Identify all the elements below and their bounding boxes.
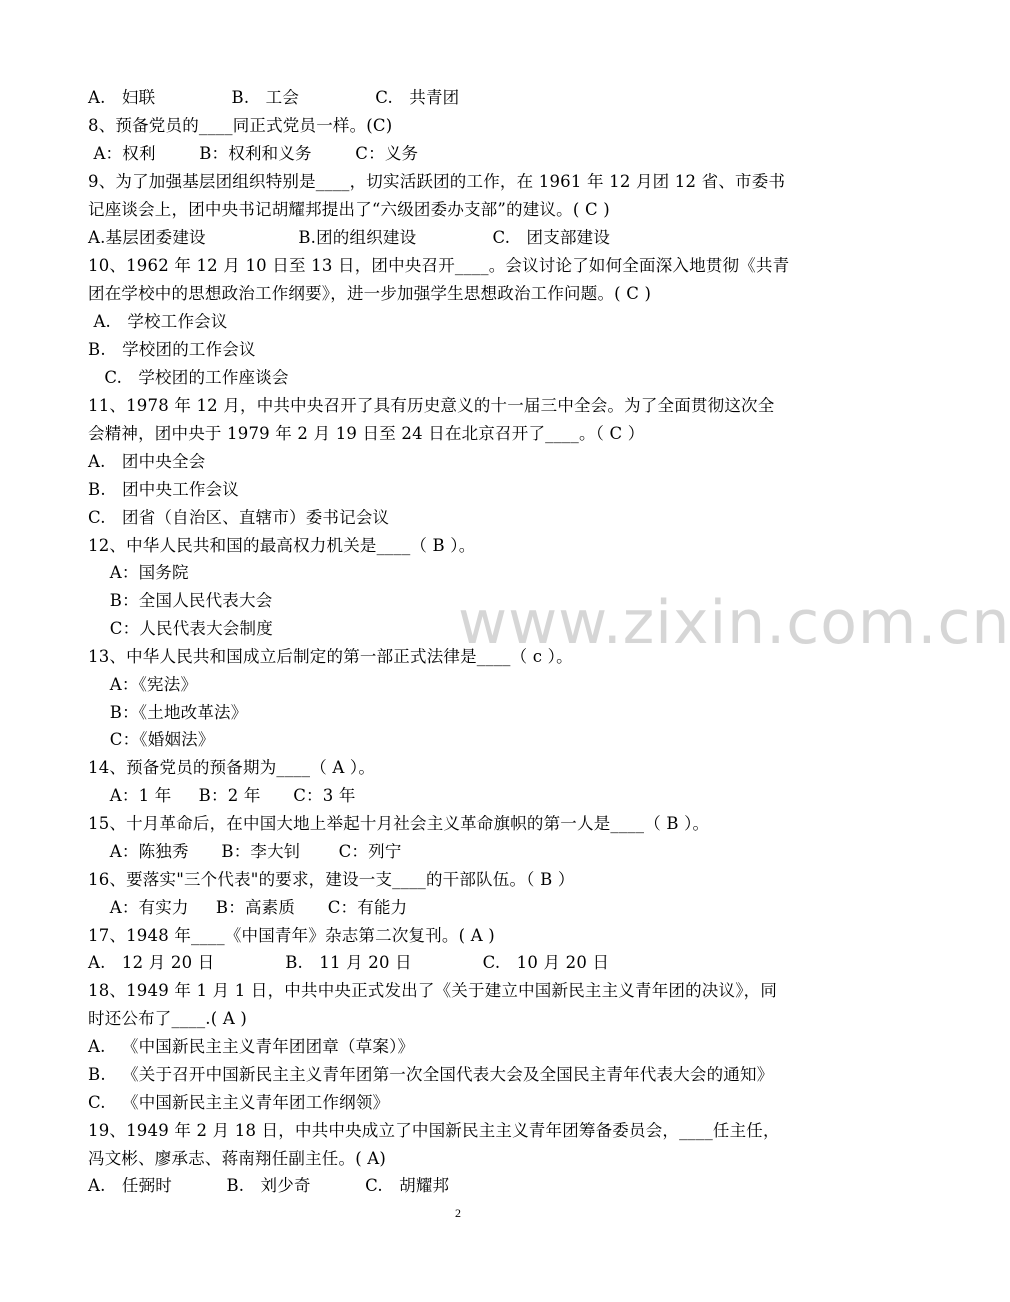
text-line: 团在学校中的思想政治工作纲要》，进一步加强学生思想政治工作问题。( C ) <box>88 284 652 303</box>
text-line: A. 任弼时 B. 刘少奇 C. 胡耀邦 <box>88 1176 450 1195</box>
text-line: 15、十月革命后，在中国大地上举起十月社会主义革命旗帜的第一人是____（ B ）。 <box>88 814 710 833</box>
text-line: A：陈独秀 B：李大钊 C：列宁 <box>88 842 402 861</box>
text-line: B. 《关于召开中国新民主主义青年团第一次全国代表大会及全国民主青年代表大会的通知》 <box>88 1065 774 1084</box>
text-line: 记座谈会上，团中央书记胡耀邦提出了“六级团委办支部”的建议。( C ) <box>88 200 610 219</box>
page-number: 2 <box>455 1206 461 1220</box>
text-line: 11、1978 年 12 月，中共中央召开了具有历史意义的十一届三中全会。为了全面贯彻这次全 <box>88 396 775 415</box>
text-line: A. 学校工作会议 <box>88 312 228 331</box>
text-line: 会精神，团中央于 1979 年 2 月 19 日至 24 日在北京召开了____。（ C ） <box>88 424 645 443</box>
text-line: A. 妇联 B. 工会 C. 共青团 <box>88 88 460 107</box>
text-line: C. 学校团的工作座谈会 <box>88 368 289 387</box>
text-line: B：《土地改革法》 <box>88 703 248 722</box>
text-line: 10、1962 年 12 月 10 日至 13 日，团中央召开____。会议讨论了如何全面深入地贯彻《共青 <box>88 256 790 275</box>
text-line: A. 12 月 20 日 B. 11 月 20 日 C. 10 月 20 日 <box>88 953 610 972</box>
text-line: 时还公布了____.( A ) <box>88 1009 248 1028</box>
text-line: C. 团省（自治区、直辖市）委书记会议 <box>88 508 390 527</box>
text-line: A：1 年 B：2 年 C：3 年 <box>88 786 356 805</box>
text-line: 17、1948 年____《中国青年》杂志第二次复刊。( A ) <box>88 926 495 945</box>
watermark: www.zixin.com.cn <box>458 588 1010 658</box>
text-line: A：《宪法》 <box>88 675 198 694</box>
text-line: 8、预备党员的____同正式党员一样。(C) <box>88 116 393 135</box>
text-line: B. 学校团的工作会议 <box>88 340 256 359</box>
text-line: A. 团中央全会 <box>88 452 206 471</box>
text-line: A：权利 B：权利和义务 C：义务 <box>88 144 419 163</box>
text-line: B. 团中央工作会议 <box>88 480 240 499</box>
text-line: A.基层团委建设 B.团的组织建设 C. 团支部建设 <box>88 228 611 247</box>
text-line: C. 《中国新民主主义青年团工作纲领》 <box>88 1093 390 1112</box>
text-line: B：全国人民代表大会 <box>88 591 273 610</box>
text-line: A：有实力 B：高素质 C：有能力 <box>88 898 408 917</box>
text-line: 14、预备党员的预备期为____（ A ）。 <box>88 758 376 777</box>
text-line: 18、1949 年 1 月 1 日，中共中央正式发出了《关于建立中国新民主主义青年团的决议》，同 <box>88 981 778 1000</box>
text-line: A. 《中国新民主主义青年团团章（草案）》 <box>88 1037 415 1056</box>
text-line: 12、中华人民共和国的最高权力机关是____（ B ）。 <box>88 536 476 555</box>
text-line: C：人民代表大会制度 <box>88 619 273 638</box>
text-line: 13、中华人民共和国成立后制定的第一部正式法律是____（ c ）。 <box>88 647 573 666</box>
text-line: C：《婚姻法》 <box>88 730 215 749</box>
text-line: A：国务院 <box>88 563 189 582</box>
text-line: 16、要落实"三个代表"的要求，建设一支____的干部队伍。（ B ） <box>88 870 575 889</box>
text-line: 19、1949 年 2 月 18 日，中共中央成立了中国新民主主义青年团筹备委员会，____任主任， <box>88 1121 780 1140</box>
text-line: 冯文彬、廖承志、蒋南翔任副主任。( A) <box>88 1149 387 1168</box>
text-line: 9、为了加强基层团组织特别是____，切实活跃团的工作，在 1961 年 12 月团 12 省、市委书 <box>88 172 786 191</box>
